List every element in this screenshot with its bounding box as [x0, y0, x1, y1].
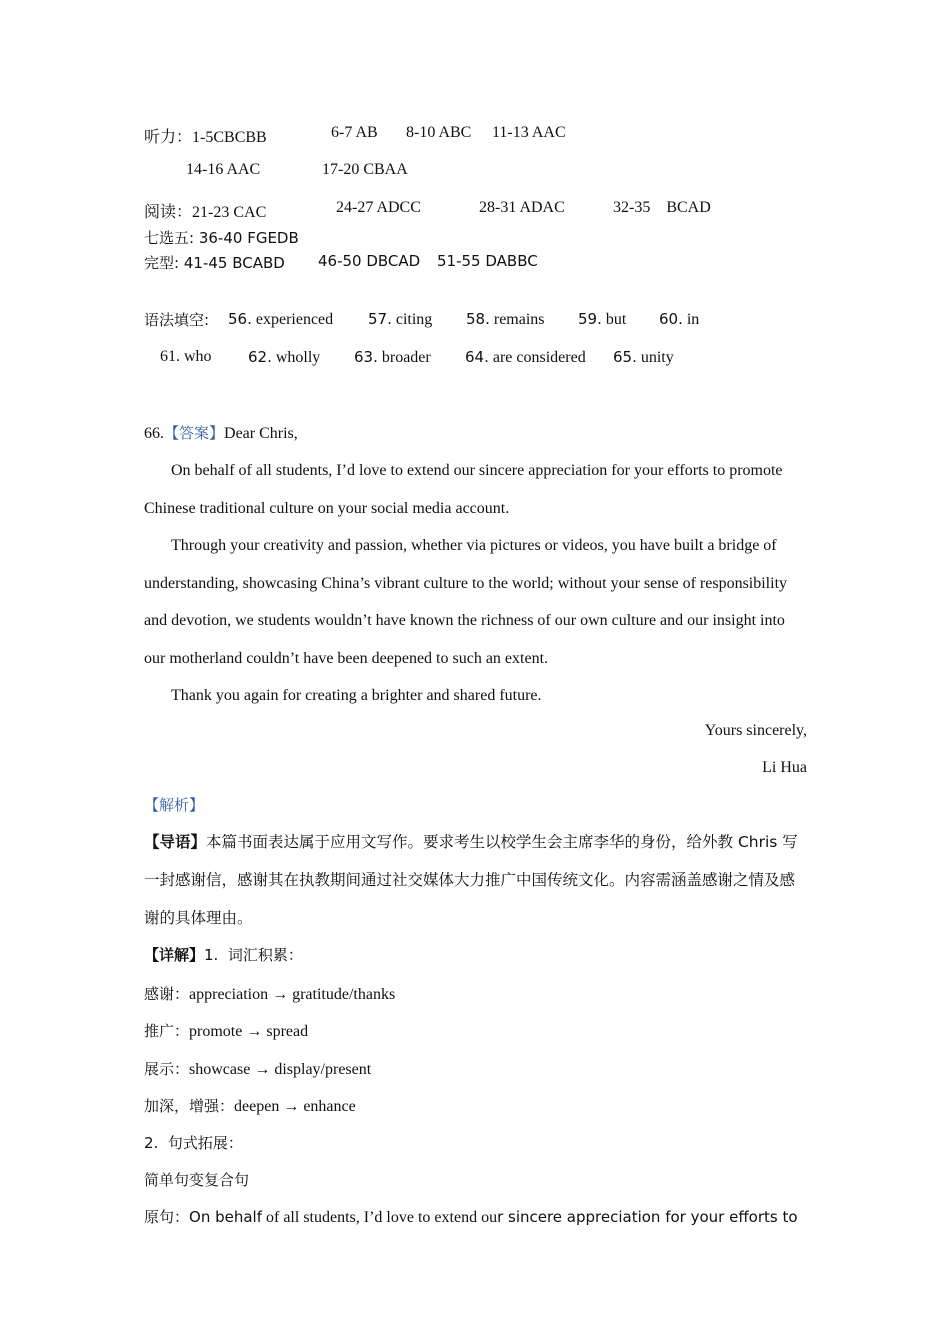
question-number: 66. — [144, 425, 164, 442]
grammar-item-65: 65. unity — [613, 348, 674, 366]
listening-17-20: 17-20 CBAA — [322, 161, 408, 178]
analysis-tag: 【解析】 — [144, 796, 205, 814]
cloze-label: 完型: — [144, 254, 180, 272]
vocab-item: 展示：showcase → display/present — [144, 1060, 372, 1078]
listening-row: 听力：1-5CBCBB — [144, 129, 267, 146]
cloze-46-50: 46-50 DBCAD — [318, 252, 421, 270]
cloze-51-55: 51-55 DABBC — [437, 252, 538, 270]
vocab-item: 感谢：appreciation → gratitude/thanks — [144, 985, 396, 1003]
salutation: Dear Chris, — [224, 425, 298, 442]
listening-label: 听力： — [144, 129, 193, 146]
grammar-item-57: 57. citing — [368, 310, 433, 328]
vocab-item: 推广：promote → spread — [144, 1022, 309, 1040]
listening-14-16: 14-16 AAC — [186, 161, 261, 178]
closing: Yours sincerely, — [704, 722, 807, 739]
answer-tag: 【答案】 — [164, 424, 225, 442]
grammar-item-64: 64. are considered — [465, 348, 586, 366]
cloze-row: 完型: 41-45 BCABD — [144, 254, 285, 272]
guide-tag: 【导语】 — [144, 833, 207, 851]
original-label: 原句： — [144, 1208, 190, 1226]
grammar-item-63: 63. broader — [354, 348, 431, 366]
grammar-item-60: 60. in — [659, 310, 700, 328]
grammar-item-59: 59. but — [578, 310, 627, 328]
essay-paragraph-3: Thank you again for creating a brighter and shared future. — [171, 687, 542, 704]
listening-8-10: 8-10 ABC — [406, 124, 472, 141]
reading-label: 阅读： — [144, 204, 193, 221]
reading-24-27: 24-27 ADCC — [336, 199, 421, 216]
signature: Li Hua — [762, 759, 807, 776]
original-sentence: 原句：On behalf of all students, I’d love to extend our sincere appreciation for your efforts to — [144, 1208, 798, 1226]
essay-paragraph-1: On behalf of all students, I’d love to extend our sincere appreciation for your efforts to promote Chinese traditional culture on your social media account. — [144, 462, 783, 517]
reading-32-35: 32-35 BCAD — [613, 199, 711, 216]
reading-28-31: 28-31 ADAC — [479, 199, 565, 216]
grammar-item-61: 61. who — [160, 348, 212, 365]
listening-11-13: 11-13 AAC — [492, 124, 566, 141]
seven-row: 七选五: 36-40 FGEDB — [144, 229, 299, 247]
grammar-item-58: 58. remains — [466, 310, 545, 328]
detail-header: 【详解】1. 词汇积累： — [144, 946, 303, 964]
reading-row: 阅读：21-23 CAC — [144, 204, 267, 221]
section-2-header: 2. 句式拓展： — [144, 1134, 243, 1152]
seven-label: 七选五: — [144, 229, 195, 247]
essay-paragraph-2: Through your creativity and passion, whether via pictures or videos, you have built a bridge of understanding, showcasing China’s vibrant culture to the world; without your sense of responsibility and devotion, we students wouldn’t have known the richness of our own culture and our insight into our motherland couldn’t have been deepened to such an extent. — [144, 537, 788, 667]
vocab-item: 加深，增强：deepen → enhance — [144, 1097, 356, 1115]
grammar-item-62: 62. wholly — [248, 348, 321, 366]
essay-header — [144, 422, 298, 443]
grammar-item-56: 56. experienced — [228, 310, 334, 328]
listening-6-7: 6-7 AB — [331, 124, 378, 141]
guide-paragraph — [144, 823, 808, 937]
guide-text: 本篇书面表达属于应用文写作。要求考生以校学生会主席李华的身份，给外教 Chris 写一封感谢信，感谢其在执教期间通过社交媒体大力推广中国传统文化。内容需涵盖感谢之情及感谢的具体理由。 — [144, 833, 798, 927]
detail-tag: 【详解】 — [144, 946, 205, 964]
grammar-label: 语法填空: — [144, 311, 210, 329]
section-2-subtitle: 简单句变复合句 — [144, 1171, 250, 1189]
